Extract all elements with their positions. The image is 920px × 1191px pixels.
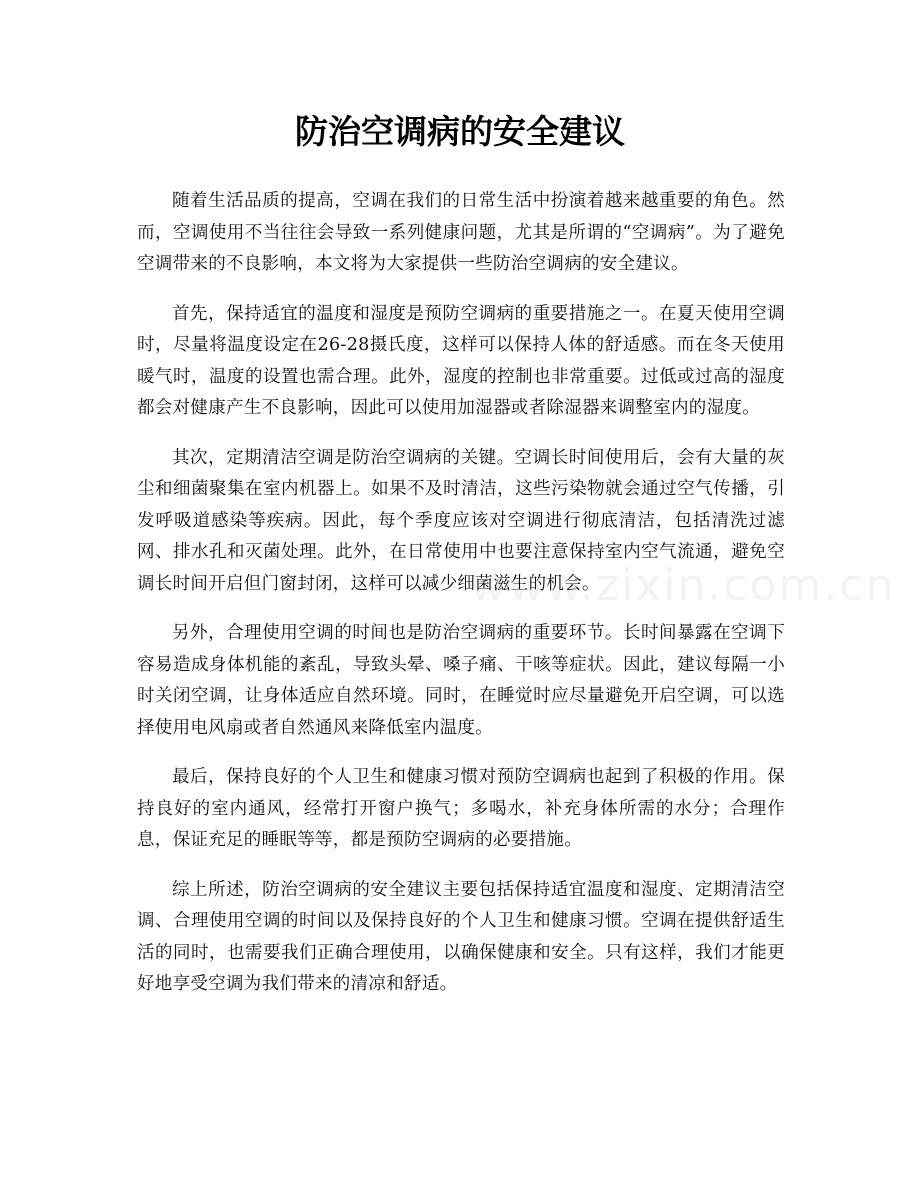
paragraph-intro: 随着生活品质的提高，空调在我们的日常生活中扮演着越来越重要的角色。然而，空调使用不当往往会导致一系列健康问题，尤其是所谓的“空调病”。为了避免空调带来的不良影响，本文将为大家提供一些防治空调病的安全建议。 [137, 191, 785, 274]
page-title: 防治空调病的安全建议 [295, 112, 625, 151]
document-body [137, 186, 785, 1019]
paragraph-temperature-humidity: 首先，保持适宜的温度和湿度是预防空调病的重要措施之一。在夏天使用空调时，尽量将温度设定在26-28摄氏度，这样可以保持人体的舒适感。而在冬天使用暖气时，温度的设置也需合理。此外，湿度的控制也非常重要。过低或过高的湿度都会对健康产生不良影响，因此可以使用加湿器或者除湿器来调整室内的湿度。 [137, 303, 785, 418]
watermark: www.zixin.com.cn [470, 560, 896, 611]
paragraph-cleaning: 其次，定期清洁空调是防治空调病的关键。空调长时间使用后，会有大量的灰尘和细菌聚集在室内机器上。如果不及时清洁，这些污染物就会通过空气传播，引发呼吸道感染等疾病。因此，每个季度应该对空调进行彻底清洁，包括清洗过滤网、排水孔和灭菌处理。此外，在日常使用中也要注意保持室内空气流通，避免空调长时间开启但门窗封闭，这样可以减少细菌滋生的机会。 [137, 447, 785, 594]
paragraph-conclusion: 综上所述，防治空调病的安全建议主要包括保持适宜温度和湿度、定期清洁空调、合理使用空调的时间以及保持良好的个人卫生和健康习惯。空调在提供舒适生活的同时，也需要我们正确合理使用，以确保健康和安全。只有这样，我们才能更好地享受空调为我们带来的清凉和舒适。 [137, 879, 785, 994]
paragraph-usage-time: 另外，合理使用空调的时间也是防治空调病的重要环节。长时间暴露在空调下容易造成身体机能的紊乱，导致头晕、嗓子痛、干咳等症状。因此，建议每隔一小时关闭空调，让身体适应自然环境。同时，在睡觉时应尽量避免开启空调，可以选择使用电风扇或者自然通风来降低室内温度。 [137, 623, 785, 738]
paragraph-hygiene: 最后，保持良好的个人卫生和健康习惯对预防空调病也起到了积极的作用。保持良好的室内通风，经常打开窗户换气；多喝水，补充身体所需的水分；合理作息，保证充足的睡眠等等，都是预防空调病的必要措施。 [137, 767, 785, 850]
